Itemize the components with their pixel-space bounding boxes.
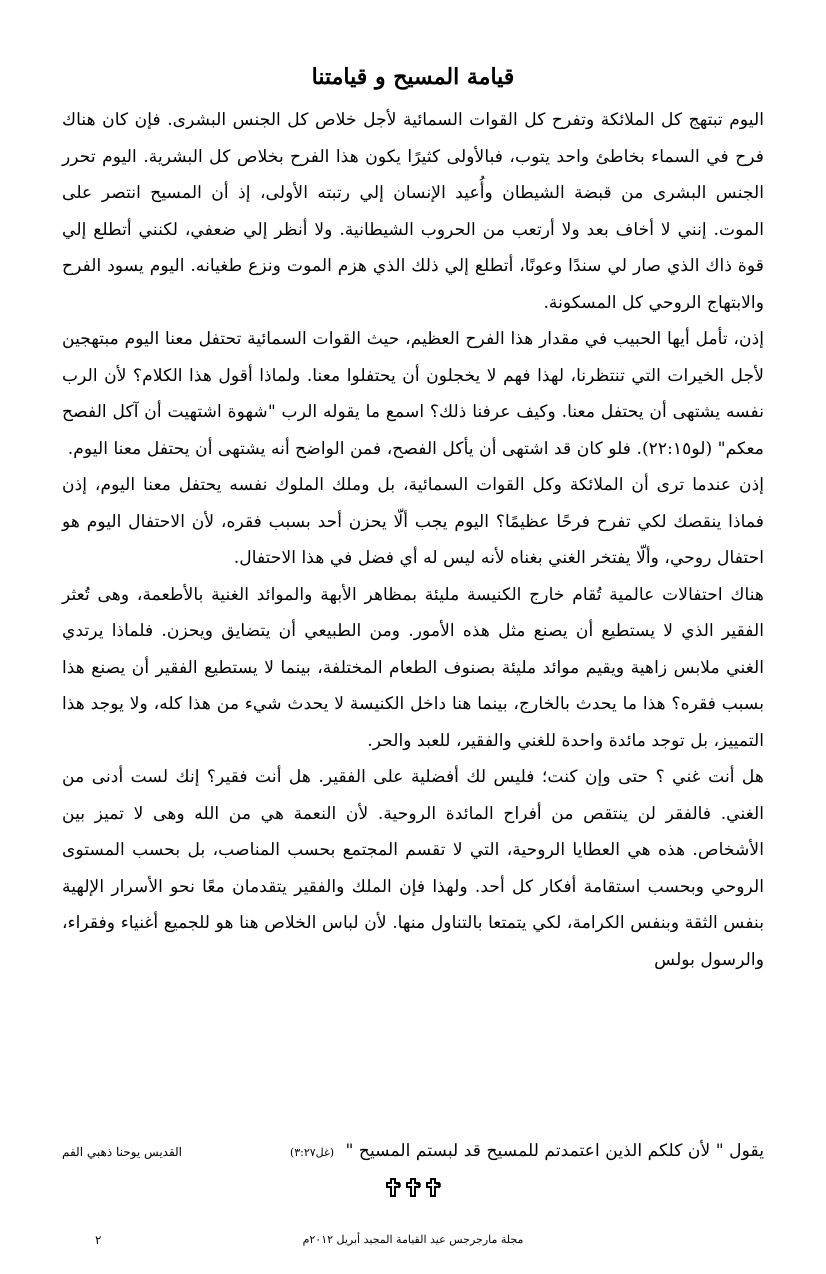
publication-name: مجلة مارجرجس عيد القيامة المجيد أبريل ٢٠١٢م: [302, 1233, 524, 1246]
cross-icon: [384, 1178, 402, 1198]
paragraph-2: إذن، تأمل أيها الحبيب في مقدار هذا الفرح العظيم، حيث القوات السمائية تحتفل معنا اليوم مبتهجين لأجل الخيرات التي تنتظرنا، لهذا فهم لا يخجلون أن يحتفلوا معنا. ولماذا أقول هذا الكلام؟ لأن الرب نفسه يشتهى أن يحتفل معنا. وكيف عرفنا ذلك؟ اسمع ما يقوله الرب "شهوة اشتهيت أن آكل الفصح معكم" (لو٢٢:١٥). فلو كان قد اشتهى أن يأكل الفصح، فمن الواضح أنه يشتهى أن يحتفل معنا اليوم.: [62, 329, 764, 459]
cross-icon: [424, 1178, 442, 1198]
closing-quote-line: [62, 1137, 764, 1173]
page-footer: [0, 1233, 826, 1253]
paragraph-3: إذن عندما ترى أن الملائكة وكل القوات السمائية، بل وملك الملوك نفسه يحتفل معنا اليوم، إذن فماذا ينقصك لكي تفرح فرحًا عظيمًا؟ اليوم يجب ألّا يحزن أحد بسبب فقره، لأن الاحتفال اليوم هو احتفال روحي، وألّا يفتخر الغني بغناه لأنه ليس له أي فضل في هذا الاحتفال.: [62, 475, 764, 568]
article-body: [62, 102, 764, 978]
paragraph-5: هل أنت غني ؟ حتى وإن كنت؛ فليس لك أفضلية على الفقير. هل أنت فقير؟ إنك لست أدنى من الغني. فالفقر لن ينتقص من أفراح المائدة الروحية. لأن النعمة هي من الله وهى لا تميز بين الأشخاص. هذه هي العطايا الروحية، التي لا تقسم المجتمع بحسب المناصب، بل بحسب المستوى الروحي وبحسب استقامة أفكار كل أحد. ولهذا فإن الملك والفقير يتقدمان معًا نحو الأسرار الإلهية بنفس الثقة وبنفس الكرامة، لكي يتمتعا بالتناول منها. لأن لباس الخلاص هنا هو للجميع أغنياء وفقراء، والرسول بولس: [62, 767, 764, 970]
closing-quote-text: يقول " لأن كلكم الذين اعتمدتم للمسيح قد لبستم المسيح ": [345, 1141, 764, 1161]
paragraph-4: هناك احتفالات عالمية تُقام خارج الكنيسة مليئة بمظاهر الأبهة والموائد الغنية بالأطعمة، وهى تُعثر الفقير الذي لا يستطيع أن يصنع مثل هذه الأمور. ومن الطبيعي أن يتضايق ويحزن. فلماذا يرتدي الغني ملابس زاهية ويقيم موائد مليئة بصنوف الطعام المختلفة، بينما لا يستطيع الفقير أن يصنع هذا بسبب فقره؟ هذا ما يحدث بالخارج، بينما هنا داخل الكنيسة لا يحدث شيء من هذا كله، ولا يوجد هذا التمييز، بل توجد مائدة واحدة للغني والفقير، للعبد والحر.: [62, 584, 764, 751]
cross-ornament: [0, 1178, 826, 1198]
cross-icon: [404, 1178, 422, 1198]
closing-quote: [290, 1141, 764, 1161]
page-title: قيامة المسيح و قيامتنا: [311, 64, 515, 90]
scripture-reference: (غل٣:٢٧): [289, 1146, 335, 1159]
author-signature: القديس يوحنا ذهبي الفم: [62, 1145, 183, 1159]
paragraph-1: اليوم تبتهج كل الملائكة وتفرح كل القوات السمائية لأجل خلاص كل الجنس البشرى. فإن كان هناك فرح في السماء بخاطئ واحد يتوب، فبالأولى كثيرًا يكون هذا الفرح بخلاص كل البشرية. اليوم تحرر الجنس البشرى من قبضة الشيطان وأُعيد الإنسان إلي رتبته الأولى، إذ أن المسيح انتصر على الموت. إنني لا أخاف بعد ولا أرتعب من الحروب الشيطانية. ولا أنظر إلي ضعفي، لكنني أتطلع إلي قوة ذاك الذي صار لي سندًا وعونًا، أتطلع إلي ذلك الذي هزم الموت ونزع طغيانه. اليوم يسود الفرح والابتهاج الروحي كل المسكونة.: [62, 110, 764, 313]
page-number: ٢: [95, 1233, 102, 1247]
